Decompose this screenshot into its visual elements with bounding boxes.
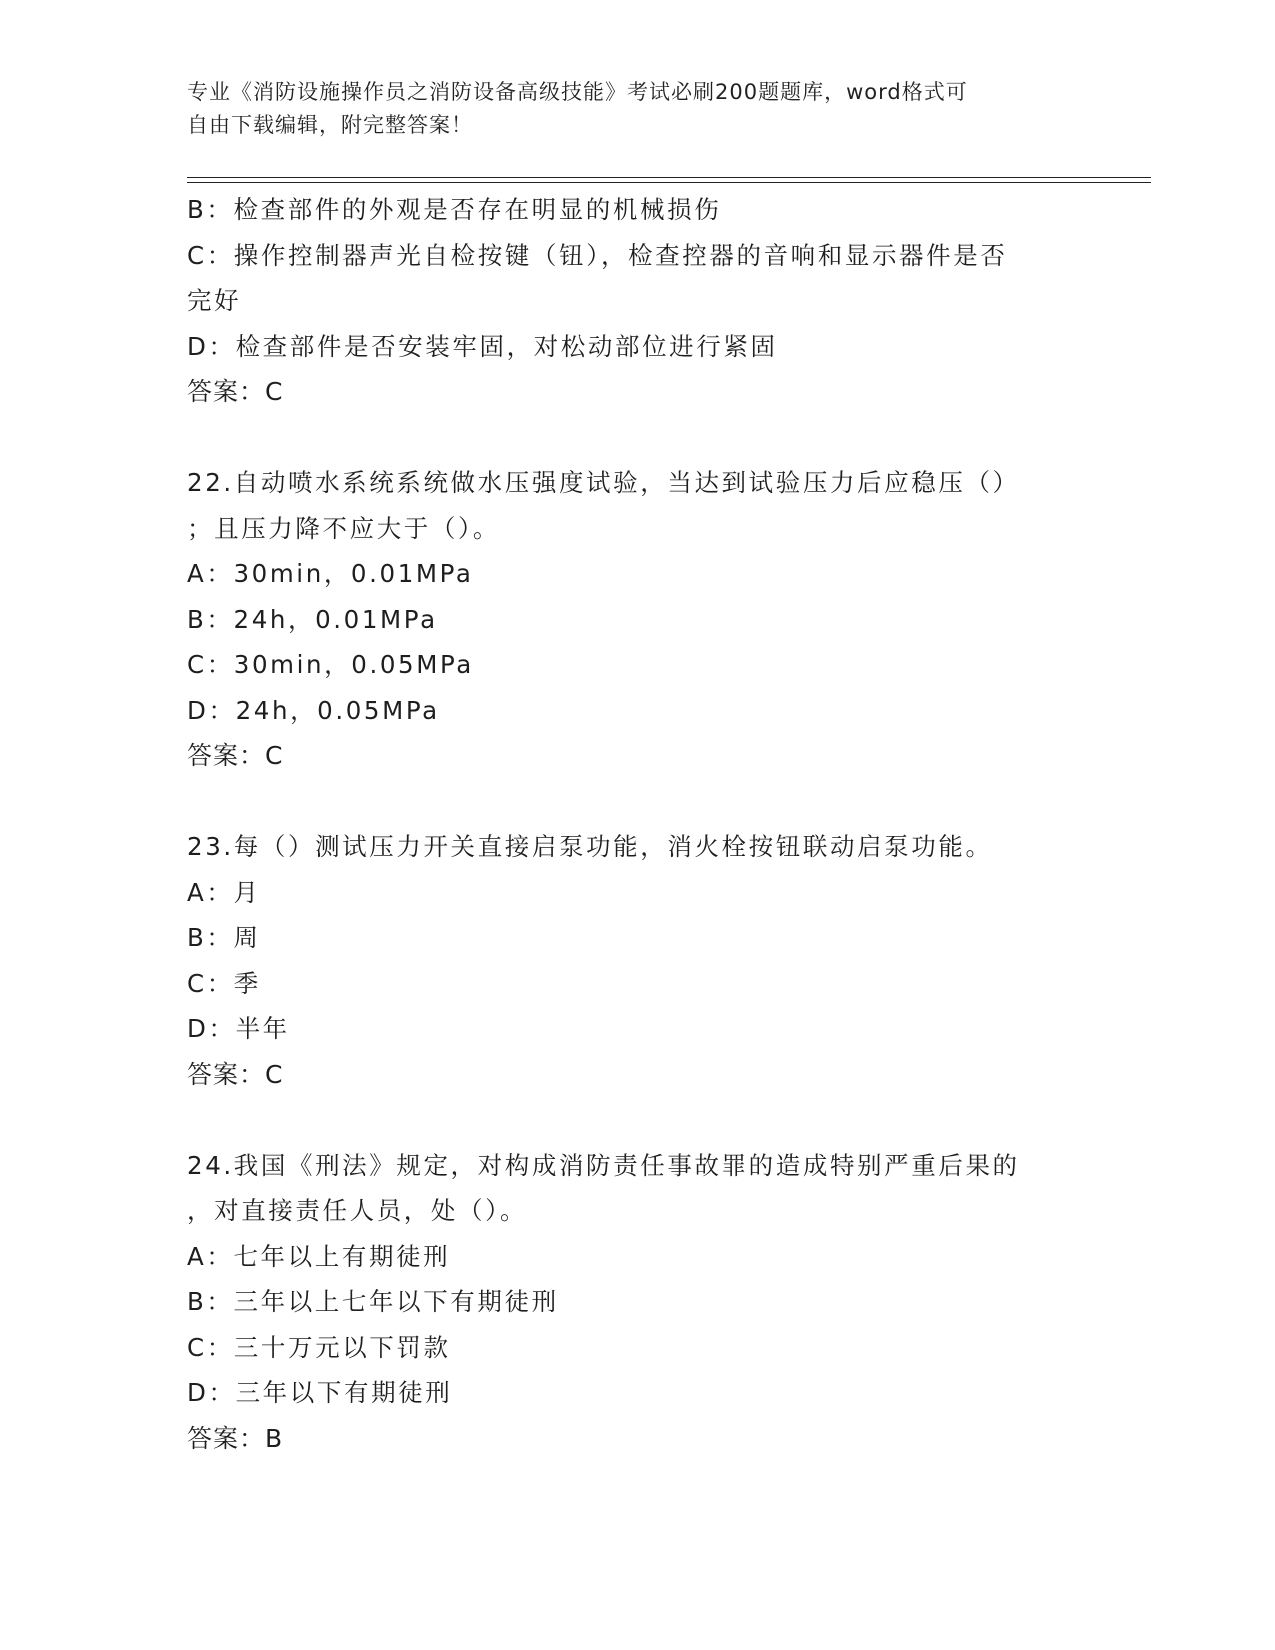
question-23-option-a: A：月	[187, 877, 261, 907]
header-line-1: 专业《消防设施操作员之消防设备高级技能》考试必刷200题题库，word格式可	[187, 80, 968, 104]
question-23-block	[187, 824, 1067, 1097]
header-line-2: 自由下载编辑，附完整答案！	[187, 113, 473, 137]
question-22-option-b: B：24h，0.01MPa	[187, 604, 438, 634]
question-21-option-b: B：检查部件的外观是否存在明显的机械损伤	[187, 195, 722, 224]
question-23-stem: 23.每（）测试压力开关直接启泵功能，消火栓按钮联动启泵功能。	[187, 832, 993, 861]
spacer	[187, 415, 1067, 461]
question-24-stem-line-2: ，对直接责任人员，处（）。	[187, 1196, 528, 1225]
question-22-stem-line-1: 22.自动喷水系统系统做水压强度试验，当达到试验压力后应稳压（）	[187, 468, 1020, 497]
question-21-answer: 答案：C	[187, 377, 284, 406]
spacer	[187, 779, 1067, 825]
question-24-stem-line-1: 24.我国《刑法》规定，对构成消防责任事故罪的造成特别严重后果的	[187, 1150, 1020, 1180]
question-22-option-d: D：24h，0.05MPa	[187, 695, 440, 725]
question-24-option-c: C：三十万元以下罚款	[187, 1332, 451, 1362]
question-22-option-c: C：30min，0.05MPa	[187, 650, 474, 679]
question-23-option-c: C：季	[187, 968, 261, 998]
question-23-option-b: B：周	[187, 923, 261, 952]
question-24-option-b: B：三年以上七年以下有期徒刑	[187, 1287, 559, 1316]
question-23-option-d: D：半年	[187, 1014, 290, 1043]
question-24-answer: 答案：B	[187, 1423, 284, 1453]
spacer	[187, 1097, 1067, 1143]
question-list	[187, 187, 1067, 1461]
document-header	[187, 76, 1067, 142]
question-22-answer: 答案：C	[187, 741, 284, 770]
question-21-option-c-line-1: C：操作控制器声光自检按键（钮），检查控器的音响和显示器件是否	[187, 240, 1008, 270]
question-22-stem-line-2: ；且压力降不应大于（）。	[187, 513, 500, 543]
question-24-option-a: A：七年以上有期徒刑	[187, 1241, 451, 1271]
question-21-block	[187, 187, 1067, 415]
question-21-option-c-line-2: 完好	[187, 286, 242, 315]
question-22-option-a: A：30min，0.01MPa	[187, 559, 474, 588]
header-divider-bottom	[187, 182, 1151, 183]
header-divider-top	[187, 177, 1151, 178]
question-22-block	[187, 460, 1067, 779]
question-24-block	[187, 1143, 1067, 1462]
question-23-answer: 答案：C	[187, 1059, 284, 1089]
question-21-option-d: D：检查部件是否安装牢固，对松动部位进行紧固	[187, 331, 778, 361]
question-24-option-d: D：三年以下有期徒刑	[187, 1378, 453, 1407]
